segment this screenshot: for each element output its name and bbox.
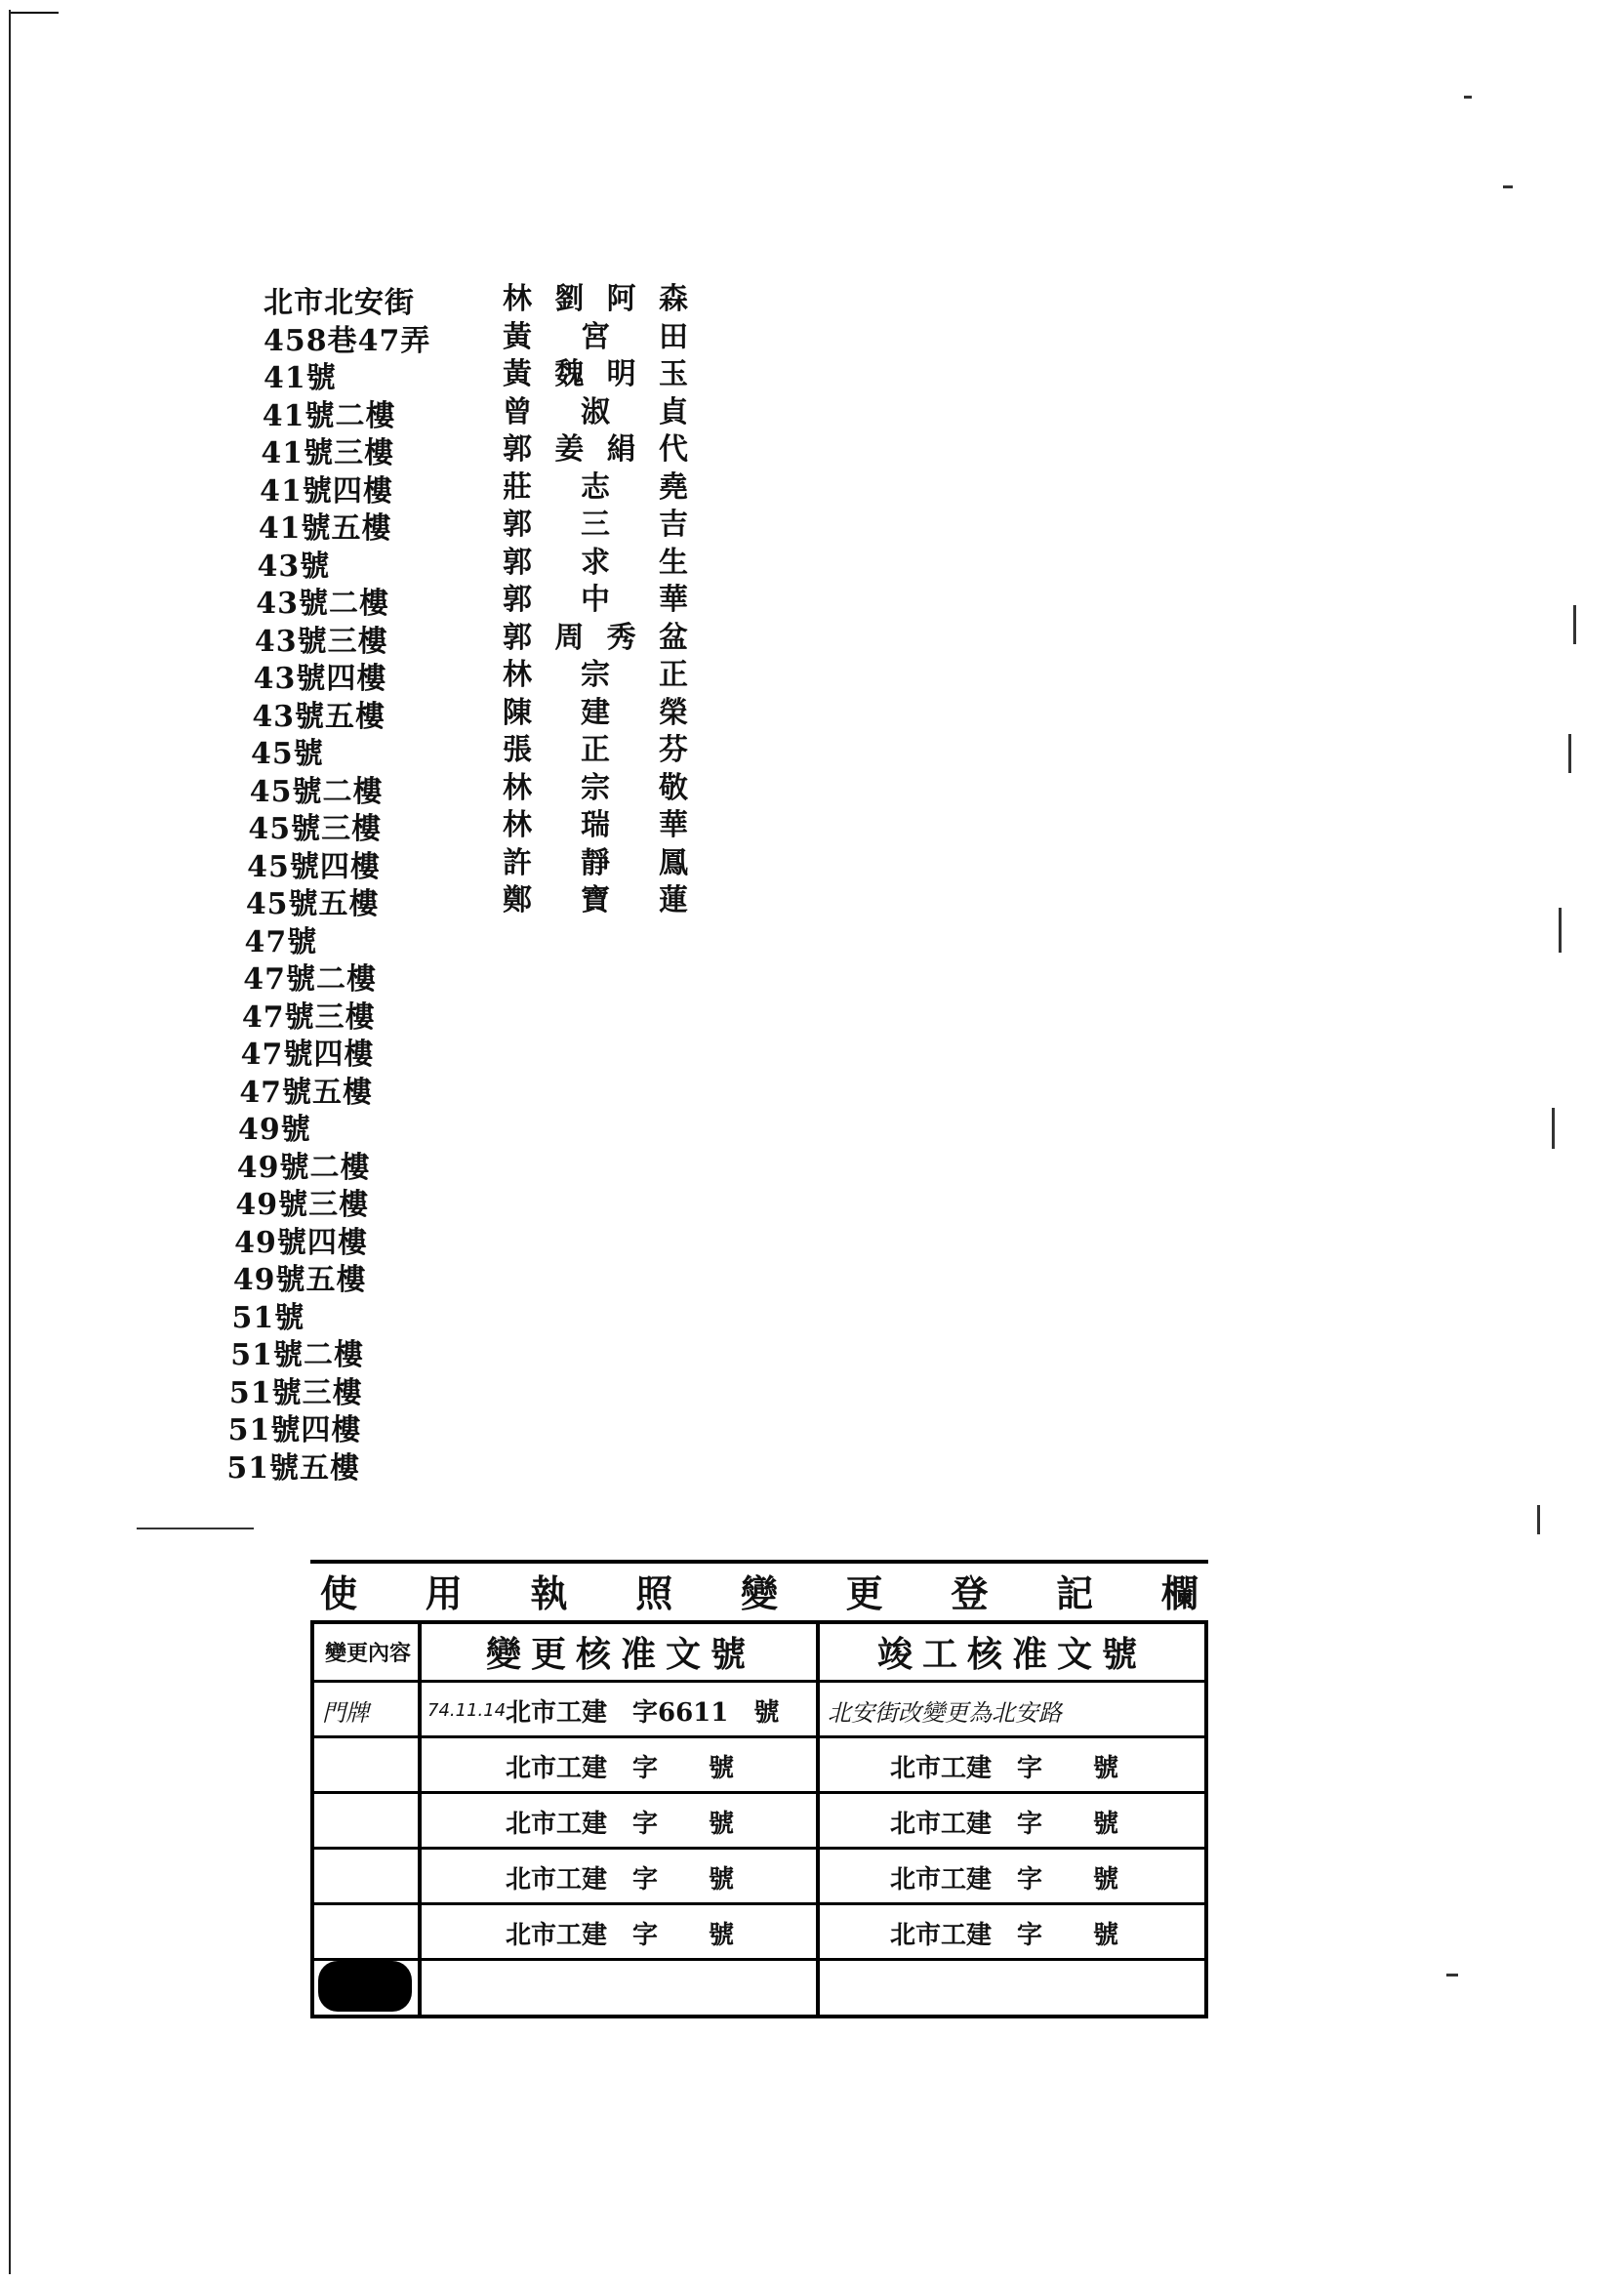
address-entry: 43號二樓 bbox=[256, 587, 389, 621]
row-change-content bbox=[322, 1738, 416, 1794]
owner-name-entry: 許 靜 鳳 bbox=[503, 845, 688, 880]
ink-smudge bbox=[318, 1961, 412, 2012]
row-change-content bbox=[322, 1850, 416, 1905]
register-grid bbox=[310, 1620, 1208, 2018]
row-completion-approval-number: 北市工建 字 號 bbox=[890, 1921, 1119, 1950]
address-entry: 49號三樓 bbox=[235, 1188, 370, 1222]
address-entry: 43號三樓 bbox=[254, 624, 388, 659]
owner-name-entry: 郭 中 華 bbox=[503, 583, 688, 617]
scan-speck bbox=[1464, 96, 1472, 99]
owner-name-entry: 莊 志 堯 bbox=[503, 469, 688, 505]
page-top-edge bbox=[0, 0, 1624, 2]
register-title-char: 記 bbox=[1056, 1570, 1094, 1615]
address-entry: 41號四樓 bbox=[260, 473, 393, 509]
address-entry: 47號四樓 bbox=[240, 1038, 375, 1072]
owner-names-column bbox=[503, 281, 688, 920]
register-title-char: 執 bbox=[530, 1570, 568, 1615]
usage-permit-change-register bbox=[310, 1560, 1208, 2018]
header-completion-approval: 竣工核准文號 bbox=[820, 1624, 1204, 1683]
row-change-approval-number: 北市工建 字 號 bbox=[506, 1921, 735, 1950]
address-entry: 49號五樓 bbox=[232, 1263, 367, 1297]
row-change-content: 門牌 bbox=[322, 1699, 369, 1727]
address-entry: 51號 bbox=[231, 1300, 305, 1335]
scan-speck bbox=[1446, 1974, 1458, 1976]
scan-mark bbox=[1573, 605, 1576, 644]
owner-name-entry: 郭 姜 絹 代 bbox=[503, 432, 688, 467]
address-entry: 51號二樓 bbox=[230, 1338, 364, 1372]
row-change-approval-number: 北市工建 字 號 bbox=[506, 1865, 735, 1895]
row-change-date bbox=[427, 1794, 506, 1850]
owner-name-entry: 林 宗 敬 bbox=[503, 770, 688, 805]
row-change-date bbox=[427, 1738, 506, 1794]
owner-name-entry: 林 劉 阿 森 bbox=[503, 282, 688, 316]
owner-name-entry: 黃 魏 明 玉 bbox=[503, 357, 688, 391]
register-title-char: 照 bbox=[635, 1570, 673, 1615]
owner-name-entry: 林 瑞 華 bbox=[503, 808, 688, 842]
address-entry: 45號五樓 bbox=[245, 887, 380, 921]
address-entry: 41號二樓 bbox=[262, 398, 396, 433]
owner-name-entry: 張 正 芬 bbox=[503, 733, 688, 767]
address-entry: 47號五樓 bbox=[239, 1075, 374, 1110]
address-entry: 45號 bbox=[251, 737, 324, 771]
scan-fold-line bbox=[137, 1528, 254, 1529]
address-entry: 45號二樓 bbox=[249, 774, 384, 809]
owner-name-entry: 郭 三 吉 bbox=[503, 508, 688, 542]
row-change-date bbox=[427, 1850, 506, 1905]
scan-mark bbox=[1552, 1108, 1555, 1149]
row-completion-approval-number: 北安街改變更為北安路 bbox=[828, 1699, 1062, 1727]
owner-name-entry: 陳 建 榮 bbox=[503, 695, 688, 730]
register-title-char: 變 bbox=[740, 1570, 778, 1615]
address-header-line-2: 458巷47弄 bbox=[264, 323, 431, 358]
owner-name-entry: 鄭 寶 蓮 bbox=[503, 883, 688, 917]
address-entry: 49號 bbox=[238, 1113, 311, 1147]
scan-speck bbox=[1503, 185, 1513, 188]
owner-name-entry: 郭 周 秀 盆 bbox=[503, 620, 688, 655]
divider-col-1 bbox=[418, 1624, 422, 2015]
row-change-approval-number: 北市工建 字6611 號 bbox=[506, 1698, 780, 1728]
register-title-char: 登 bbox=[951, 1570, 989, 1615]
address-entry: 45號三樓 bbox=[248, 812, 383, 846]
register-title-char: 欄 bbox=[1160, 1570, 1198, 1615]
row-completion-approval-number: 北市工建 字 號 bbox=[890, 1865, 1119, 1895]
address-entry: 49號四樓 bbox=[234, 1225, 368, 1260]
address-entry: 45號四樓 bbox=[247, 849, 381, 884]
header-change-approval: 變更核准文號 bbox=[422, 1624, 820, 1683]
row-completion-approval-number: 北市工建 字 號 bbox=[890, 1810, 1119, 1839]
row-completion-approval-number: 北市工建 字 號 bbox=[890, 1754, 1119, 1783]
address-entry: 51號五樓 bbox=[226, 1450, 361, 1486]
register-title-char: 用 bbox=[425, 1570, 463, 1615]
address-entry: 41號 bbox=[264, 361, 337, 395]
divider-col-2 bbox=[816, 1624, 820, 2015]
row-change-approval-number: 北市工建 字 號 bbox=[506, 1754, 735, 1783]
row-change-content bbox=[322, 1794, 416, 1850]
address-entry: 41號三樓 bbox=[261, 436, 395, 470]
address-entry: 47號 bbox=[244, 924, 318, 959]
address-entry: 43號五樓 bbox=[252, 699, 386, 734]
row-change-approval-number: 北市工建 字 號 bbox=[506, 1810, 735, 1839]
address-entry: 43號四樓 bbox=[253, 662, 387, 696]
header-change-content: 變更內容 bbox=[314, 1624, 422, 1683]
address-entry: 47號二樓 bbox=[243, 962, 377, 997]
row-change-date bbox=[427, 1905, 506, 1961]
register-title bbox=[310, 1560, 1208, 1616]
address-entry: 49號二樓 bbox=[236, 1150, 371, 1185]
scan-mark bbox=[1568, 734, 1571, 773]
scan-mark bbox=[1559, 908, 1562, 953]
owner-name-entry: 黃 宮 田 bbox=[503, 319, 688, 354]
address-entry: 41號五樓 bbox=[258, 511, 392, 546]
row-change-date: 74.11.14 bbox=[427, 1700, 507, 1721]
owner-name-entry: 郭 求 生 bbox=[503, 545, 688, 580]
owner-name-list bbox=[503, 281, 688, 920]
owner-name-entry: 林 宗 正 bbox=[503, 658, 688, 692]
address-header-line-1: 北市北安街 bbox=[264, 286, 415, 320]
register-title-char: 更 bbox=[845, 1570, 883, 1615]
address-entry: 47號三樓 bbox=[241, 999, 376, 1035]
owner-name-entry: 曾 淑 貞 bbox=[503, 394, 688, 429]
address-entry: 51號三樓 bbox=[228, 1375, 363, 1410]
scan-mark bbox=[1537, 1505, 1540, 1534]
page-left-edge bbox=[9, 10, 11, 2274]
address-entry: 51號四樓 bbox=[227, 1413, 362, 1447]
address-list bbox=[226, 360, 459, 1487]
row-change-content bbox=[322, 1905, 416, 1961]
address-entry: 43號 bbox=[257, 549, 331, 584]
address-column bbox=[226, 285, 459, 1487]
register-title-char: 使 bbox=[320, 1570, 358, 1615]
